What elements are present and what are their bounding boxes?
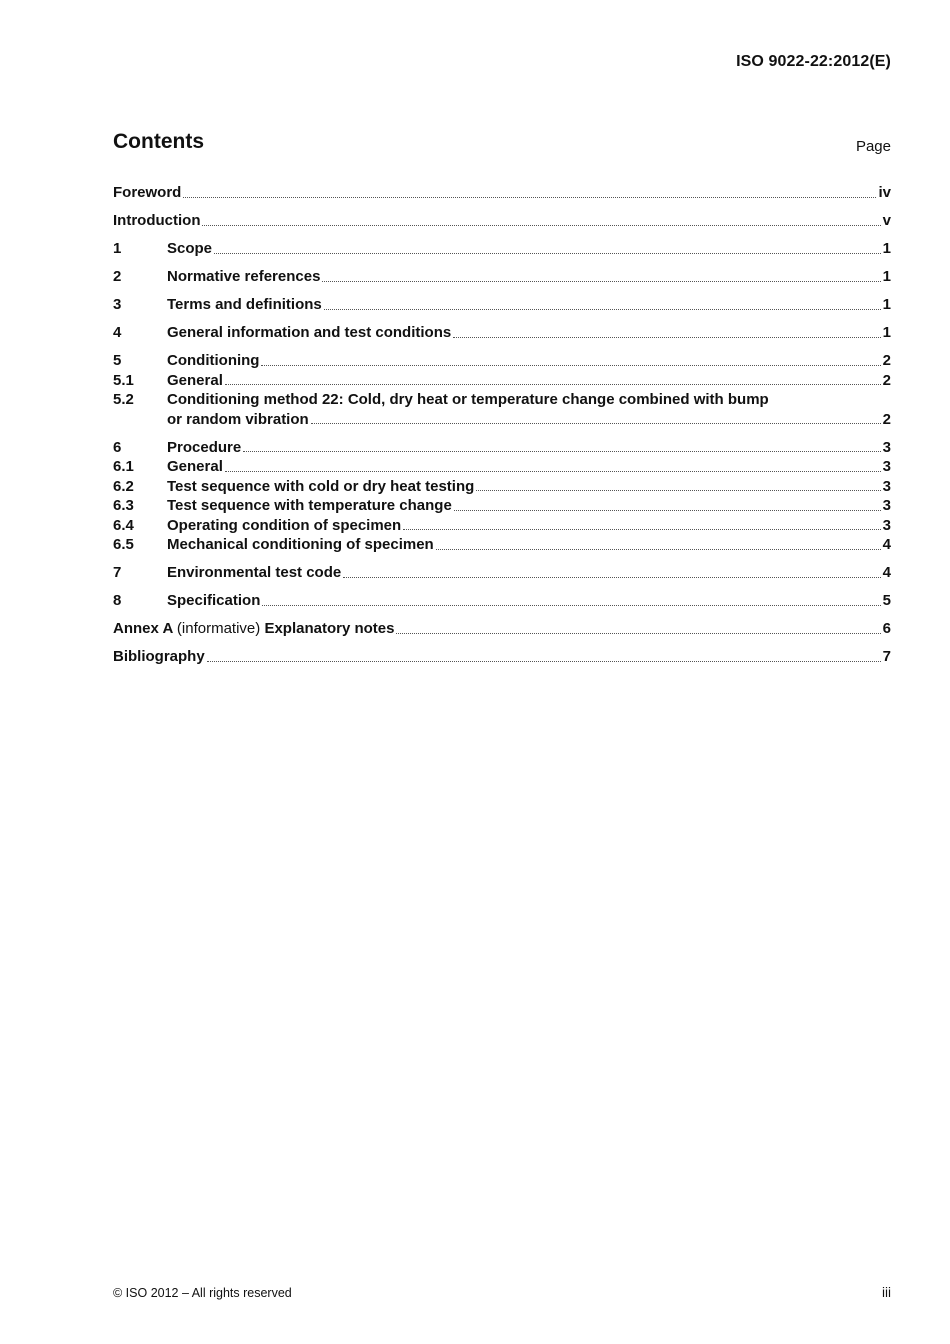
- dot-leader: [243, 445, 880, 452]
- toc-number: 6.1: [113, 458, 134, 475]
- toc-entry-specification[interactable]: [113, 591, 891, 611]
- toc-title: Conditioning: [167, 352, 260, 369]
- toc-entry-test-sequence-temperature-change[interactable]: [113, 496, 891, 516]
- dot-leader: [262, 599, 880, 606]
- toc-title: Bibliography: [113, 648, 205, 665]
- dot-leader: [476, 484, 880, 491]
- toc-entry-procedure-general[interactable]: [113, 457, 891, 477]
- toc-title: Mechanical conditioning of specimen: [167, 536, 434, 553]
- toc-page: 3: [882, 497, 891, 514]
- toc-page: 1: [882, 324, 891, 341]
- dot-leader: [453, 331, 880, 338]
- toc-number: 7: [113, 564, 122, 581]
- dot-leader: [396, 627, 880, 634]
- toc-entry-procedure[interactable]: [113, 438, 891, 458]
- toc-title: Terms and definitions: [167, 296, 322, 313]
- page-number: iii: [882, 1285, 891, 1300]
- toc-entry-mechanical-conditioning[interactable]: [113, 535, 891, 555]
- toc-number: 5.2: [113, 391, 134, 408]
- toc-title: Normative references: [167, 268, 321, 285]
- dot-leader: [436, 543, 881, 550]
- toc-page: 3: [882, 458, 891, 475]
- dot-leader: [202, 219, 880, 226]
- toc-title: General: [167, 458, 223, 475]
- annex-label: Annex A: [113, 620, 173, 637]
- toc-title: Conditioning method 22: Cold, dry heat or temperature change combined with bump: [167, 391, 769, 408]
- toc-number: 6.4: [113, 516, 134, 534]
- dot-leader: [207, 655, 881, 662]
- toc-title: Procedure: [167, 438, 242, 456]
- toc-page: iv: [878, 184, 891, 201]
- toc-page: 3: [882, 516, 891, 534]
- toc-page: 3: [882, 438, 891, 456]
- toc-title: Test sequence with cold or dry heat testing: [167, 477, 475, 495]
- toc-page: 2: [882, 410, 891, 428]
- annex-type: (informative): [176, 620, 261, 637]
- toc-entry-foreword[interactable]: [113, 183, 891, 203]
- toc-page: 4: [882, 564, 891, 581]
- copyright-notice: © ISO 2012 – All rights reserved: [113, 1286, 292, 1300]
- toc-entry-conditioning-method-22[interactable]: [113, 390, 891, 410]
- toc-title: General: [167, 371, 223, 389]
- dot-leader: [322, 275, 880, 282]
- toc-page: 7: [882, 648, 891, 665]
- toc-entry-conditioning-method-22-continuation[interactable]: [113, 410, 891, 430]
- toc-number: 1: [113, 240, 122, 257]
- toc-entry-scope[interactable]: [113, 239, 891, 259]
- toc-page: 6: [882, 620, 891, 637]
- table-of-contents: [113, 180, 891, 667]
- toc-entry-conditioning[interactable]: [113, 351, 891, 371]
- toc-entry-general-information[interactable]: [113, 323, 891, 343]
- dot-leader: [403, 523, 880, 530]
- toc-title: [113, 619, 394, 639]
- toc-page: 5: [882, 592, 891, 609]
- toc-title: Environmental test code: [167, 564, 342, 581]
- toc-entry-introduction[interactable]: [113, 211, 891, 231]
- toc-title: General information and test conditions: [167, 324, 452, 341]
- toc-entry-bibliography[interactable]: [113, 647, 891, 667]
- dot-leader: [324, 303, 881, 310]
- toc-title-continuation: or random vibration: [167, 410, 309, 428]
- toc-page: 1: [882, 240, 891, 257]
- contents-heading: Contents: [113, 130, 204, 153]
- toc-page: 4: [882, 536, 891, 553]
- toc-page: 3: [882, 477, 891, 495]
- toc-title: Introduction: [113, 212, 201, 229]
- toc-number: 6.3: [113, 497, 134, 514]
- dot-leader: [225, 378, 881, 385]
- toc-entry-normative-references[interactable]: [113, 267, 891, 287]
- page-column-label: Page: [855, 138, 891, 155]
- toc-title: Specification: [167, 592, 261, 609]
- toc-title: Scope: [167, 240, 213, 257]
- toc-entry-annex-a[interactable]: [113, 619, 891, 639]
- toc-title: Foreword: [113, 184, 182, 201]
- toc-number: 6.5: [113, 536, 134, 553]
- toc-entry-terms-and-definitions[interactable]: [113, 295, 891, 315]
- dot-leader: [343, 571, 880, 578]
- toc-page: 1: [882, 268, 891, 285]
- toc-number: 5.1: [113, 371, 134, 389]
- toc-page: 2: [882, 371, 891, 389]
- toc-number: 4: [113, 324, 122, 341]
- toc-entry-conditioning-general[interactable]: [113, 371, 891, 391]
- dot-leader: [225, 465, 881, 472]
- toc-page: 1: [882, 296, 891, 313]
- dot-leader: [214, 247, 881, 254]
- dot-leader: [261, 359, 880, 366]
- toc-number: 3: [113, 296, 122, 313]
- toc-page: v: [882, 212, 891, 229]
- dot-leader: [183, 191, 876, 198]
- toc-number: 6.2: [113, 477, 134, 495]
- toc-number: 6: [113, 438, 122, 456]
- document-id: ISO 9022-22:2012(E): [736, 53, 891, 70]
- toc-entry-environmental-test-code[interactable]: [113, 563, 891, 583]
- dot-leader: [311, 417, 881, 424]
- toc-number: 2: [113, 268, 122, 285]
- toc-page: 2: [882, 352, 891, 369]
- annex-title: Explanatory notes: [264, 620, 395, 637]
- toc-title: Test sequence with temperature change: [167, 497, 452, 514]
- toc-number: 8: [113, 592, 122, 609]
- toc-entry-operating-condition[interactable]: [113, 516, 891, 536]
- toc-entry-test-sequence-cold-dry-heat[interactable]: [113, 477, 891, 497]
- toc-number: 5: [113, 352, 122, 369]
- dot-leader: [454, 504, 881, 511]
- toc-title: Operating condition of specimen: [167, 516, 402, 534]
